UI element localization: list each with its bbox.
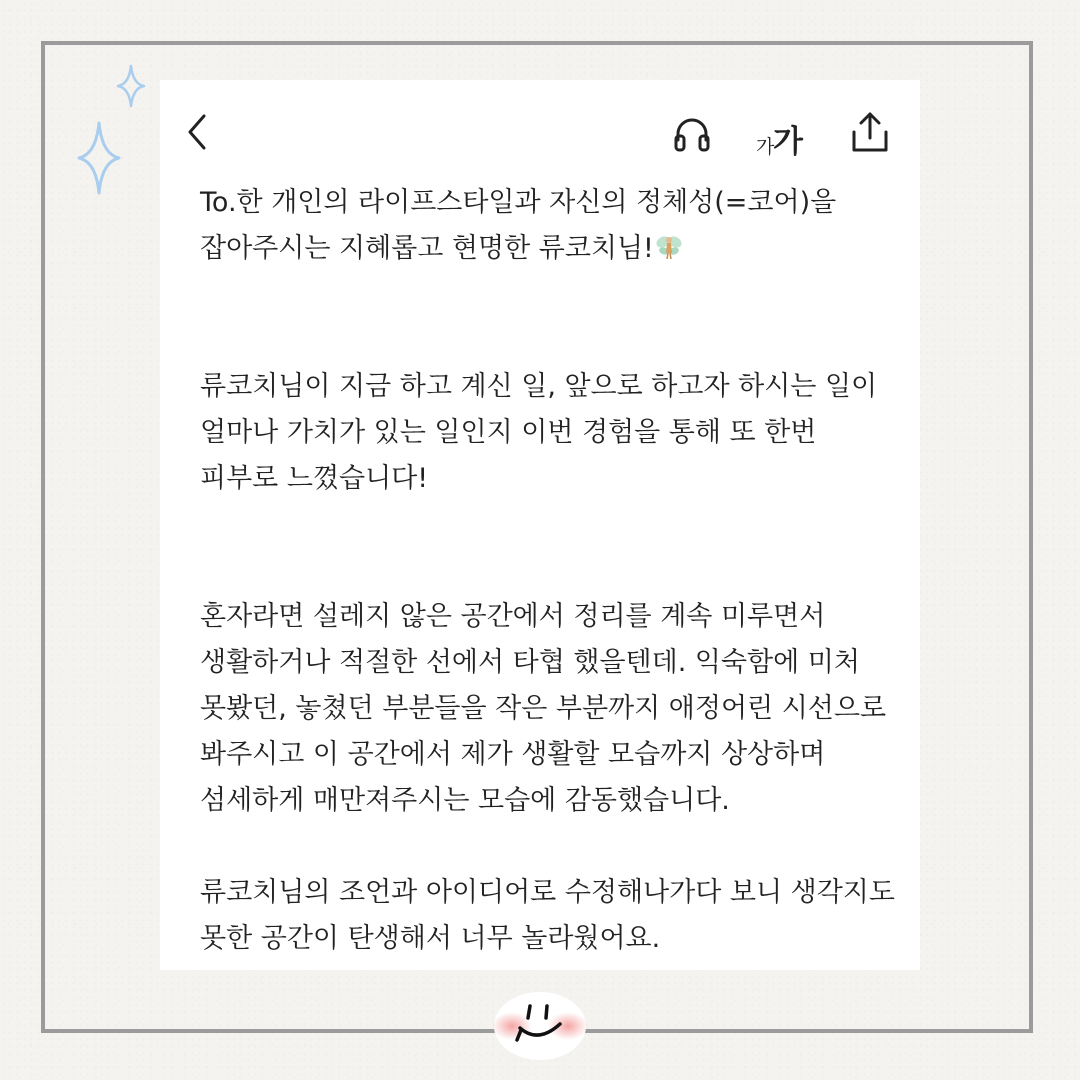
chevron-left-icon[interactable]: [182, 112, 214, 152]
paragraph-value: 류코치님이 지금 하고 계신 일, 앞으로 하고자 하시는 일이 얼마나 가치가 있는 일인지 이번 경험을 통해 또 한번 피부로 느꼈습니다!: [200, 371, 878, 494]
sparkle-icon-large: [76, 120, 122, 196]
message-card: [160, 80, 920, 970]
font-size-large-label: 가: [773, 124, 803, 160]
sparkle-icon-small: [116, 64, 146, 108]
fairy-emoji-icon: [654, 231, 684, 261]
share-upload-icon[interactable]: [850, 110, 890, 154]
font-size-icon[interactable]: [756, 116, 808, 160]
paragraph-experience: 혼자라면 설레지 않은 공간에서 정리를 계속 미루면서 생활하거나 적절한 선에서 타협 했을텐데. 익숙함에 미처 못봤던, 놓쳤던 부분들을 작은 부분까지 애정어린 시선으로 봐주시고 이 공간에서 제가 생활할 모습까지 상상하며 섬세하게 매만져주시는 모습에 감동했습니다.: [200, 601, 887, 816]
font-size-small-label: 가: [756, 136, 775, 158]
paragraph-greeting-text: To.한 개인의 라이프스타일과 자신의 정체성(=코어)을 잡아주시는 지혜롭고 현명한 류코치님!: [200, 187, 837, 264]
paragraph-greeting: [200, 180, 900, 272]
headphones-icon[interactable]: [672, 114, 712, 154]
smiley-face-icon: [490, 990, 590, 1064]
message-body: [200, 180, 900, 962]
paragraph-surprise: 류코치님의 조언과 아이디어로 수정해나가다 보니 생각지도 못한 공간이 탄생해서 너무 놀라웠어요.: [200, 877, 895, 954]
